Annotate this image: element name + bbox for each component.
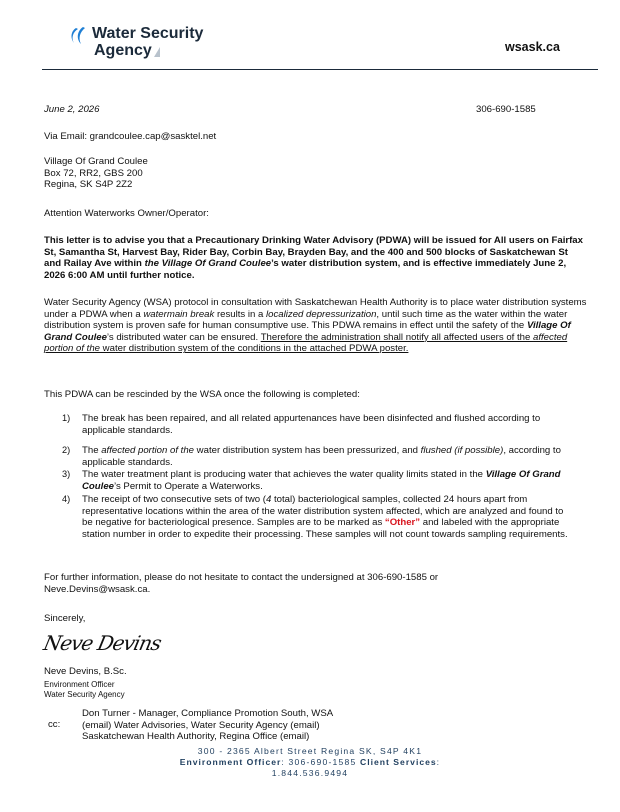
village-name: Village Of Grand Coulee xyxy=(44,320,571,343)
village-name: Village Of Grand Coulee xyxy=(82,469,561,492)
address-line: Box 72, RR2, GBS 200 xyxy=(44,167,143,179)
protocol-text: watermain break xyxy=(143,308,215,320)
list-item: The break has been repaired, and all related appurtenances have been disinfected and flushed according to applicable standards. xyxy=(82,413,541,436)
footer-contacts xyxy=(0,757,620,768)
letter-date: June 2, 2026 xyxy=(44,104,100,115)
sincerely: Sincerely, xyxy=(44,613,86,624)
recipient-address xyxy=(44,156,148,191)
signature: Neve Devins xyxy=(41,631,164,655)
agency-logo xyxy=(68,22,218,66)
list-text: The xyxy=(82,445,102,456)
list-text: total) bacteriological samples, collected 24 hours apart from representative locations within the area of the water distribution system affected, which are analyzed and found to be negative for bacteriological presence. Samples are to be marked as xyxy=(82,494,564,529)
footer-address: 300 - 2365 Albert Street Regina SK, S4P 4K1 xyxy=(197,746,423,756)
list-text: flushed (if possible) xyxy=(420,445,504,456)
address-line: Village Of Grand Coulee xyxy=(44,156,148,167)
advisory-text: ’s water distribution system, and is effective immediately June 2, 2026 6:00 AM until further notice. xyxy=(44,258,567,281)
list-number: 3) xyxy=(62,469,71,479)
protocol-text: Water Security Agency (WSA) protocol in consultation with Saskatchewan Health Authority is to place water distribution systems under a PDWA when a xyxy=(44,297,587,320)
address-line: Regina, SK S4P 2Z2 xyxy=(44,179,133,191)
website-label: wsask.ca xyxy=(505,40,560,54)
cc-label: cc: xyxy=(48,719,61,730)
cc-line: Saskatchewan Health Authority, Regina Office (email) xyxy=(82,731,310,743)
env-officer-phone: : 306-690-1585 xyxy=(281,757,361,767)
letter-phone: 306-690-1585 xyxy=(476,104,536,115)
list-number: 2) xyxy=(62,445,71,455)
client-colon: : xyxy=(436,757,441,767)
list-item xyxy=(82,445,572,468)
list-number: 4) xyxy=(62,494,71,504)
list-text: , according to applicable standards. xyxy=(82,445,561,468)
list-item xyxy=(82,469,572,492)
other-label: “Other” xyxy=(384,517,421,529)
header-rule xyxy=(42,69,598,70)
cc-line: (email) Water Advisories, Water Security Agency (email) xyxy=(82,719,320,731)
list-text: water distribution system has been pressurized, and xyxy=(194,445,421,456)
footer-client-phone: 1.844.536.9494 xyxy=(271,768,349,778)
further-info-text: For further information, please do not hesitate to contact the undersigned at 306-690-1585 or Neve.Devins@wsask.ca. xyxy=(44,572,439,595)
cc-line: Don Turner - Manager, Compliance Promotion South, WSA xyxy=(82,708,334,719)
list-text: The water treatment plant is producing water that achieves the water quality limits stated in the xyxy=(82,469,486,480)
protocol-text: results in a xyxy=(214,308,267,320)
signer-name: Neve Devins, B.Sc. xyxy=(44,666,127,677)
protocol-text: ’s distributed water can be ensured. xyxy=(106,331,261,343)
notify-text: Therefore the administration shall notify all affected users of the xyxy=(260,331,534,343)
protocol-text: , until such time as the water within the water distribution system is proven safe for human consumptive use. This PDWA remains in effect until the safety of the xyxy=(44,308,568,332)
sail-mark-icon xyxy=(152,46,162,58)
list-item xyxy=(82,494,572,540)
list-text: affected portion of the xyxy=(101,445,195,456)
advisory-text: This letter is to advise you that a Precautionary Drinking Water Advisory (PDWA) will be issued for All users on Fairfax St, Samantha St, Harvest Bay, Rider Bay, Corbin Bay, Brayden Bay, and the 400 and 500 blocks of Saskatchewan St and Railay Ave within xyxy=(44,235,583,270)
logo-line-1: Water Security xyxy=(92,25,204,42)
village-name: the Village Of Grand Coulee xyxy=(144,258,272,270)
list-text: The receipt of two consecutive sets of two ( xyxy=(82,494,266,505)
list-text: 4 xyxy=(265,494,272,505)
protocol-paragraph xyxy=(44,297,589,355)
logo-line-2: Agency xyxy=(94,42,152,59)
advisory-notice xyxy=(44,235,584,281)
protocol-text: localized depressurization xyxy=(266,308,377,320)
env-officer-label: Environment Officer xyxy=(179,757,282,767)
client-services-label: Client Services xyxy=(360,757,437,767)
rescind-intro: This PDWA can be rescinded by the WSA once the following is completed: xyxy=(44,389,360,400)
list-text: ’s Permit to Operate a Waterworks. xyxy=(114,480,263,492)
further-info xyxy=(44,572,514,595)
cc-list xyxy=(82,708,333,743)
signer-org: Water Security Agency xyxy=(44,690,125,699)
notify-text: water distribution system of the conditions in the attached PDWA poster. xyxy=(100,343,409,355)
attention-line: Attention Waterworks Owner/Operator: xyxy=(44,208,209,219)
list-text: and labeled with the appropriate station number in order to expedite their processing. These samples will not count towards sampling requirements. xyxy=(82,517,568,540)
via-email: Via Email: grandcoulee.cap@sasktel.net xyxy=(44,131,217,142)
signer-title: Environment Officer xyxy=(44,680,115,689)
notify-text: affected portion of the xyxy=(44,331,568,355)
list-number: 1) xyxy=(62,413,71,423)
water-drop-logo-icon xyxy=(68,26,94,46)
